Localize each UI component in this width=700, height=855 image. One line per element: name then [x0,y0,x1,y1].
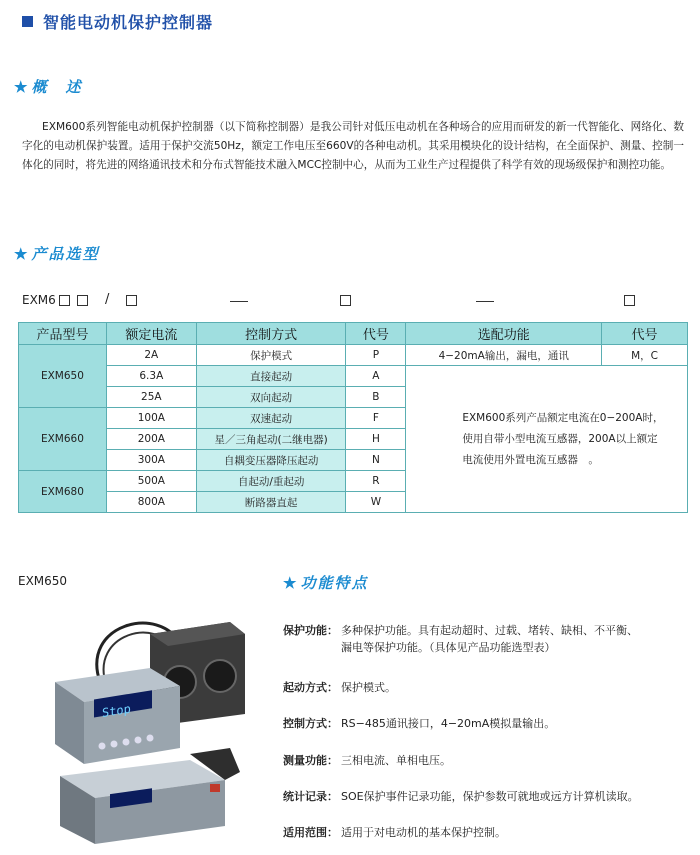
header-control-mode: 控制方式 [196,323,346,345]
code-box [340,295,351,306]
table-row [19,345,688,366]
current-cell: 500A [106,471,196,492]
option-function-cell: 4−20mA输出，漏电，通讯 [406,345,602,366]
feature-item [283,622,638,656]
current-cell: 200A [106,429,196,450]
title-square-icon [22,16,33,27]
mode-cell: 断路器直起 [196,492,346,513]
feature-item [283,715,555,732]
header-option-code: 代号 [602,323,688,345]
mode-code-cell: N [346,450,406,471]
feature-item [283,679,396,696]
code-slash: / [105,292,110,307]
mode-cell: 自起动/重起动 [196,471,346,492]
mode-cell: 直接起动 [196,366,346,387]
current-cell: 100A [106,408,196,429]
header-option-function: 选配功能 [406,323,602,345]
overview-heading: ★ 概 述 [14,78,83,96]
feature-label: 起动方式： [283,681,338,694]
feature-value: RS−485通讯接口，4−20mA模拟量输出。 [341,717,556,730]
code-box [126,295,137,306]
current-cell: 300A [106,450,196,471]
feature-value: SOE保护事件记录功能，保护参数可就地或远方计算机读取。 [341,790,639,803]
mode-code-cell: W [346,492,406,513]
note-line: EXM600系列产品额定电流在0−200A时， [462,411,664,424]
feature-label: 控制方式： [283,717,338,730]
code-dash [230,301,248,302]
code-prefix: EXM6 [22,293,56,307]
code-box [59,295,70,306]
note-line: 电流使用外置电流互感器 。 [462,453,599,466]
header-model: 产品型号 [19,323,107,345]
mode-code-cell: H [346,429,406,450]
page-title: 智能电动机保护控制器 [43,13,214,32]
star-icon: ★ [283,574,299,592]
model-cell: EXM650 [19,345,107,408]
mode-cell: 自耦变压器降压起动 [196,450,346,471]
mode-code-cell: A [346,366,406,387]
mode-cell: 双向起动 [196,387,346,408]
feature-item [283,752,451,769]
current-cell: 6.3A [106,366,196,387]
feature-value: 多种保护功能。具有起动超时、过载、堵转、缺相、不平衡、 漏电等保护功能。（具体见产品功能选型表） [341,624,638,654]
feature-label: 适用范围： [283,826,338,839]
current-cell: 2A [106,345,196,366]
feature-label: 保护功能： [283,624,338,637]
table-header-row [19,323,688,345]
header-code: 代号 [346,323,406,345]
feature-value: 保护模式。 [341,681,396,694]
header-current: 额定电流 [106,323,196,345]
product-label: EXM650 [18,574,68,588]
mode-code-cell: F [346,408,406,429]
selection-table [18,322,688,513]
page-title-bar [22,10,213,33]
current-cell: 800A [106,492,196,513]
model-cell: EXM680 [19,471,107,513]
selection-heading: ★ 产品选型 [14,245,100,263]
feature-label: 测量功能： [283,754,338,767]
feature-value: 三相电流、单相电压。 [341,754,451,767]
note-cell [406,366,688,513]
star-icon: ★ [14,78,30,96]
model-code-pattern [22,293,682,309]
code-box [624,295,635,306]
feature-item [283,788,639,805]
mode-code-cell: P [346,345,406,366]
option-code-cell: M，C [602,345,688,366]
mode-code-cell: B [346,387,406,408]
model-cell: EXM660 [19,408,107,471]
product-image [40,604,255,849]
mode-cell: 星／三角起动(二继电器) [196,429,346,450]
feature-item [283,824,506,841]
features-heading: ★ 功能特点 [283,574,369,592]
table-row [19,366,688,387]
current-cell: 25A [106,387,196,408]
mode-code-cell: R [346,471,406,492]
code-dash [476,301,494,302]
feature-value: 适用于对电动机的基本保护控制。 [341,826,506,839]
mode-cell: 双速起动 [196,408,346,429]
overview-paragraph: EXM600系列智能电动机保护控制器（以下简称控制器）是我公司针对低压电动机在各种场合的应用而研发的新一代智能化、网络化、数字化的电动机保护装置。适用于保护交流50Hz，额定工作电压至660V的各种电动机。其采用模块化的设计结构，在全面保护、测量、控制一体化的同时，将先进的网络通讯技术和分布式智能技术融入MCC控制中心，从而为工业生产过程提供了科学有效的现场级保护和测控功能。 [22,121,684,171]
code-box [77,295,88,306]
feature-label: 统计记录： [283,790,338,803]
display-text: Stop [102,701,131,721]
note-line: 使用自带小型电流互感器，200A以上额定 [462,432,658,445]
mode-cell: 保护模式 [196,345,346,366]
star-icon: ★ [14,245,30,263]
